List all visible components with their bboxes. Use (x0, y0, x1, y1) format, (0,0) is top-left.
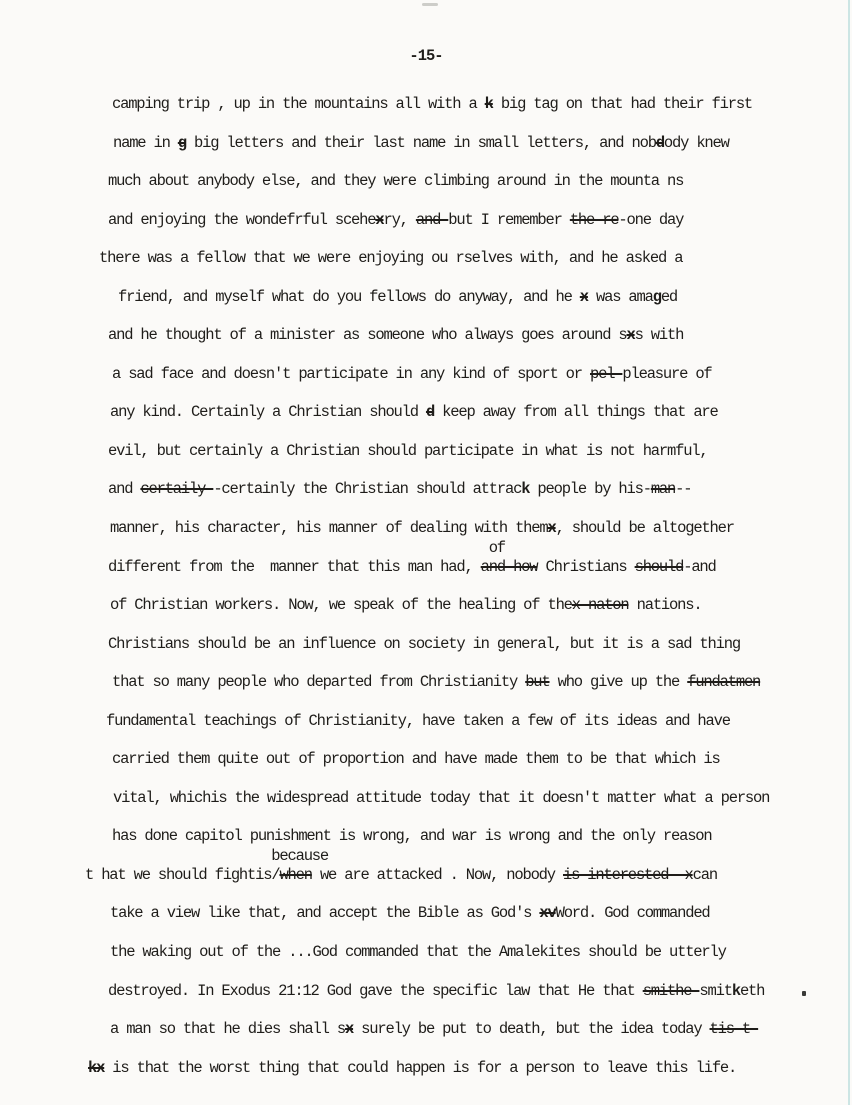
body-text: name in (113, 133, 178, 152)
text-line (99, 239, 852, 278)
body-text: fundamental teachings of Christianity, have taken a few of its ideas and have (106, 711, 730, 730)
struck-text: d (425, 403, 435, 422)
text-line (88, 1049, 852, 1088)
body-text: but I remember (448, 210, 570, 229)
struck-text: x (375, 210, 384, 229)
page-number: -15- (409, 47, 443, 65)
text-line (112, 663, 852, 702)
body-text: that so many people who departed from Christianity (112, 673, 526, 692)
struck-text: and- (415, 210, 449, 229)
body-text: Word. God commanded (555, 904, 710, 923)
struck-text: d (655, 133, 664, 152)
body-text: keep away from all things that are (434, 403, 718, 422)
struck-text: smithe- (642, 981, 700, 1000)
body-text: -certainly the Christian should attrac (213, 480, 522, 499)
struck-text: x (344, 1020, 354, 1039)
struck-text: k (731, 981, 740, 1000)
body-text: nations. (628, 596, 702, 615)
inserted-word: of (488, 538, 505, 557)
struck-text: g (177, 133, 186, 152)
body-text: we are attacked . Now, nobody (311, 865, 563, 884)
struck-text: man (650, 480, 676, 499)
body-text: evil, but certainly a Christian should participate in what is not harmful, (108, 441, 708, 460)
body-text: Christians should be an influence on society in general, but it is a sad thing (108, 634, 740, 653)
body-text: is that the worst thing that could happen is for a person to leave this life. (104, 1058, 737, 1077)
text-line (112, 740, 852, 779)
body-text: the waking out of the ...God commanded that the Amalekites should be utterly (110, 943, 726, 962)
body-text: smit (699, 981, 732, 1000)
body-text: different from the manner that this man had, (108, 557, 481, 576)
struck-text: should (634, 557, 684, 576)
body-text: any kind. Certainly a Christian should (110, 403, 426, 422)
body-text: , should be altogether (555, 519, 734, 538)
body-text: surely be put to death, but the idea today (353, 1020, 710, 1039)
body-text: -and (683, 557, 716, 576)
text-line (113, 124, 852, 163)
body-text: big letters and their last name in small letters, and nob (185, 133, 656, 152)
struck-text: and-how (480, 557, 538, 576)
struck-text: x (626, 326, 635, 345)
struck-text: xv (539, 904, 556, 923)
body-text: ody knew (663, 133, 729, 152)
body-text: s with (634, 326, 684, 345)
struck-text: k (521, 480, 530, 499)
body-text: much about anybody else, and they were climbing around in the mounta ns (108, 172, 684, 191)
body-text: destroyed. In Exodus 21:12 God gave the specific law that He that (108, 981, 643, 1000)
body-text: Christians (537, 557, 635, 576)
body-text: carried them quite out of proportion and have made them to be that which is (112, 750, 720, 769)
body-text: big tag on that had their first (492, 95, 753, 113)
body-text: has done capitol punishment is wrong, and war is wrong and the only reason (112, 827, 712, 846)
text-line (110, 393, 852, 432)
struck-text: but (525, 673, 550, 692)
body-text: can (692, 865, 717, 884)
struck-text: is interested--x (563, 865, 693, 884)
body-text: a man so that he dies shall s (110, 1020, 345, 1039)
struck-text: x (547, 519, 556, 538)
text-line (110, 509, 852, 548)
body-text: was ama (587, 287, 653, 306)
text-line (110, 1010, 852, 1049)
body-text: a sad face and doesn't participate in any kind of sport or (112, 364, 590, 383)
struck-text: x-naton (571, 596, 629, 615)
typewritten-text (0, 85, 852, 1087)
text-line (108, 162, 852, 201)
body-text: ry, (383, 210, 416, 229)
text-line (85, 846, 852, 895)
body-text: -one day (618, 210, 684, 229)
body-text: who give up the (549, 673, 688, 692)
text-line (108, 538, 852, 587)
body-text: and enjoying the wondefrful scehe (108, 210, 376, 229)
struck-text: k (484, 95, 493, 113)
scan-artifact-smudge (422, 3, 438, 6)
struck-text: the-re (569, 210, 619, 229)
text-line (110, 586, 852, 625)
struck-text: tis-t- (709, 1020, 759, 1039)
text-line (108, 470, 852, 509)
text-line (112, 817, 852, 856)
body-text: there was a fellow that we were enjoying ou rselves with, and he asked a (99, 249, 683, 268)
text-line (106, 702, 852, 741)
struck-text: x (579, 287, 588, 306)
text-line (108, 316, 852, 355)
body-text: and (108, 480, 141, 499)
struck-text: kx (88, 1058, 105, 1077)
body-text: and he thought of a minister as someone who always goes around s (108, 326, 627, 345)
body-text: people by his- (529, 480, 651, 499)
text-line (112, 85, 852, 124)
struck-text: g (652, 287, 661, 306)
body-text: of Christian workers. Now, we speak of the healing of the (110, 596, 572, 615)
text-line (110, 933, 852, 972)
struck-text: when (279, 865, 312, 884)
body-text: take a view like that, and accept the Bible as God's (110, 904, 540, 923)
struck-text: fundatmen (687, 673, 761, 692)
body-text: -- (675, 480, 692, 499)
body-text: vital, whichis the widespread attitude today that it doesn't matter what a person (113, 788, 770, 807)
text-line (108, 432, 852, 471)
body-text: t hat we should fightis/ (85, 865, 280, 884)
text-line (113, 779, 852, 818)
text-line (110, 894, 852, 933)
body-text: friend, and myself what do you fellows do anyway, and he (118, 287, 580, 306)
struck-text: pel- (590, 364, 623, 383)
text-line (118, 278, 852, 317)
body-text: pleasure of (622, 364, 712, 383)
body-text: camping trip , up in the mountains all with a (112, 95, 485, 113)
body-text: manner, his character, his manner of dealing with them (110, 519, 548, 538)
inserted-word: because (271, 846, 329, 865)
text-line (108, 972, 852, 1011)
text-line (112, 355, 852, 394)
text-line (108, 625, 852, 664)
body-text: eth (739, 981, 765, 1000)
struck-text: certaily- (140, 480, 214, 499)
text-line (108, 201, 852, 240)
body-text: ed (660, 287, 678, 306)
